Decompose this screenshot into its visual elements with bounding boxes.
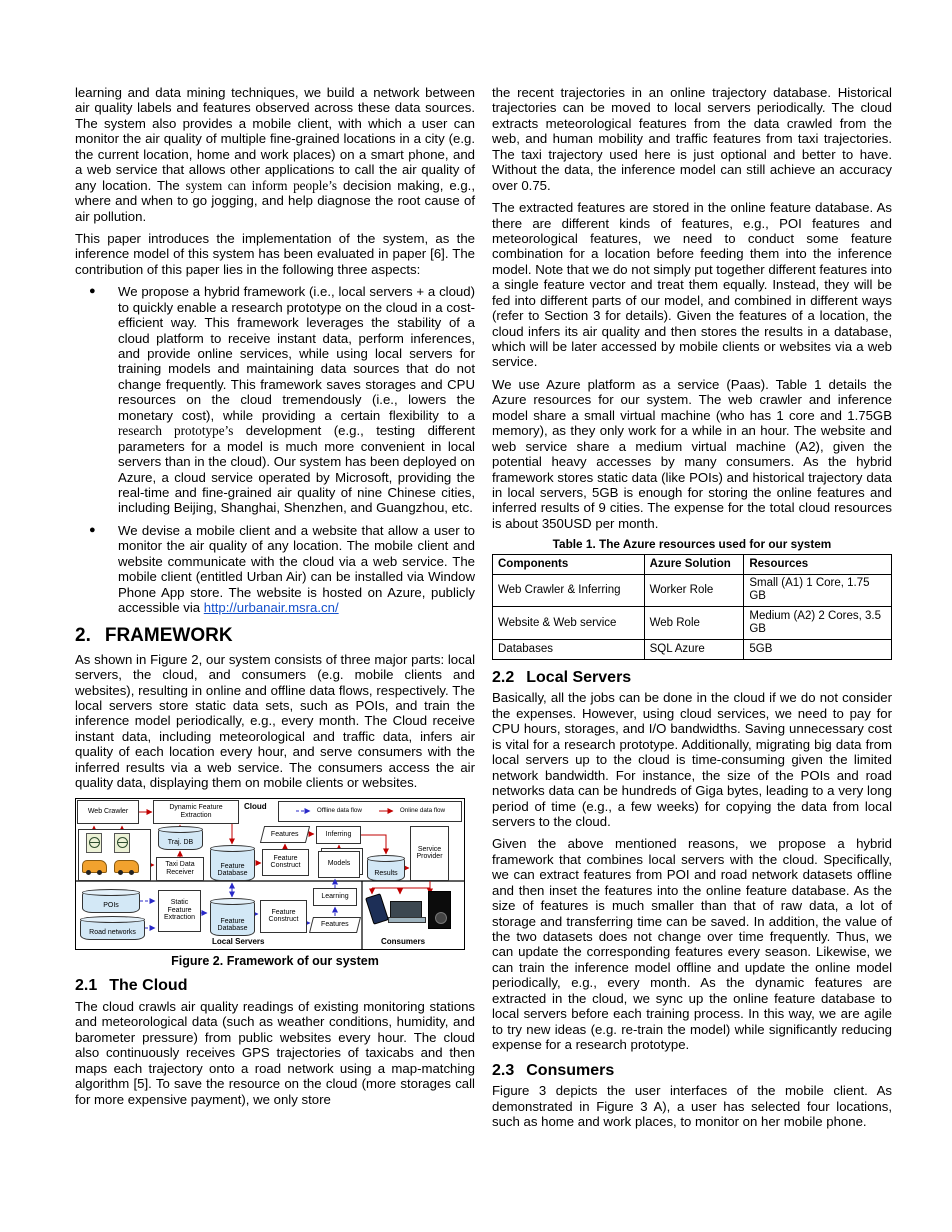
node-features-local: Features — [309, 917, 361, 933]
cloud-label: Cloud — [244, 801, 267, 811]
column-header: Resources — [744, 555, 892, 574]
section-number: 2.3 — [492, 1061, 515, 1079]
cell-resources: 5GB — [744, 640, 892, 659]
node-features-cloud: Features — [260, 826, 310, 843]
cell-resources: Medium (A2) 2 Cores, 3.5 GB — [744, 607, 892, 640]
figure-legend — [278, 801, 462, 822]
node-feature-database-cloud: Feature Database — [210, 846, 255, 881]
table-row — [493, 574, 892, 607]
column-header: Components — [493, 555, 645, 574]
node-inferring: Inferring — [316, 826, 361, 844]
phone-icon — [365, 893, 389, 925]
node-web-crawler: Web Crawler — [77, 800, 139, 824]
cell-component: Website & Web service — [493, 607, 645, 640]
section-number: 2.2 — [492, 668, 515, 686]
table-header-row — [493, 555, 892, 574]
globe-icon — [117, 837, 128, 848]
laptop-icon — [390, 901, 422, 920]
node-dynamic-feature-extraction: Dynamic Feature Extraction — [153, 800, 239, 824]
paragraph: As shown in Figure 2, our system consists of three major parts: local servers, the cloud, and consumers (e.g. mobile clients and websites), resulting in online and offline data flows, respectively. The local servers store static data sets, such as POIs, and train the inference model periodically, e.g., every month. The Cloud receive instant data, including meteorological and traffic data, infers air quality of each location every hour, and serve consumers with the inferred results via a web service. The consumers access the air quality data, displaying them on mobile clients or websites. — [75, 651, 475, 791]
body-text: We devise a mobile client and a website that allow a user to monitor the air quality of any location. The mobile client and website communicate with the cloud via a web service. The mobile client (entitled Urban Air) can be installed via Window Phone App store. The website is hosted on Azure, publicly accessible via — [118, 522, 475, 615]
azure-resources-table — [492, 554, 892, 660]
legend-offline — [295, 807, 362, 815]
paragraph: We use Azure platform as a service (Paas). Table 1 details the Azure resources for our system. The web crawler and inference model share a small virtual machine (who has 1 core and 1.75GB memory), as they only work for a while in an hour. The website and web service share a medium virtual machine (A2), given the potential heavy accesses by many consumers. As the hybrid framework stores static data (like POIs) and historical trajectory data in local servers, 5GB is enough for storing the online features and inferred results of 9 cities. The expense for the total cloud resources is about 350USD per month. — [492, 376, 892, 531]
node-road-networks: Road networks — [80, 917, 145, 940]
section-number: 2.1 — [75, 977, 98, 995]
node-results: Results — [367, 856, 405, 881]
offline-arrow-icon — [295, 807, 315, 815]
cell-solution: Worker Role — [644, 574, 744, 607]
body-text: learning and data mining techniques, we build a network between air quality labels and features observed across these data sources. The system also provides a mobile client, with which a user can monitor the air quality of multiple fine-grained locations in a city (e.g. the current location, home and work places) on a smart phone, and a web service that allows other applications to call the air quality of any location. The — [75, 85, 475, 193]
cell-component: Databases — [493, 640, 645, 659]
paragraph: This paper introduces the implementation of the system, as the inference model of this system has been evaluated in paper [6]. The contribution of this paper lies in the following three aspects: — [75, 230, 475, 277]
paragraph: Given the above mentioned reasons, we propose a hybrid framework that combines local servers with the cloud. Specifically, we can extract features from POI and road network datasets offline and then inset the features into the online feature database. As the size of features is much smaller than that of raw data, a lot of storage and transferring time can be saved. In addition, the value of the two datasets does not change over time frequently. Thus, we can update the corresponding features every season. Likewise, we can train the inference model offline and update the online model periodically, e.g., every month. As the dynamic features are extracted in the cloud, we sync up the online feature database to local servers before each training process. In this way, we are agile to try new ideas (e.g. re-train the model) while significantly reducing expense for a research prototype. — [492, 836, 892, 1053]
left-column — [75, 85, 475, 1137]
online-arrow-icon — [378, 807, 398, 815]
paragraph: The cloud crawls air quality readings of existing monitoring stations and meteorological data (such as weather conditions, humidity, and barometer pressure) from public websites every hour. The cloud also continuously receives GPS trajectories of taxicabs and then maps each trajectory onto a road network using a map-matching algorithm [5]. To save the resource on the cloud (more storages call for more expensive payment), we only store — [75, 998, 475, 1107]
node-feature-construct-local: Feature Construct — [260, 900, 307, 933]
section-title: Local Servers — [526, 668, 632, 686]
column-header: Azure Solution — [644, 555, 744, 574]
webpage-document-icon — [86, 833, 102, 853]
section-heading-framework — [75, 625, 475, 647]
bullet-item — [75, 523, 475, 616]
bullet-item — [75, 284, 475, 516]
body-text-serif: research prototype’s — [118, 423, 234, 439]
figure-caption: Figure 2. Framework of our system — [171, 953, 379, 968]
urbanair-link[interactable]: http://urbanair.msra.cn/ — [203, 600, 339, 615]
body-text: development (e.g., testing different parameters for a model is much more convenient in local servers than in the cloud). Our system has been deployed on Azure, a cloud service operated by Microsoft, providing the real-time and fine-grained air quality of nine Chinese cities, including Beijing, Shanghai, Shenzhen, and Guangzhou, etc. — [118, 423, 475, 516]
local-servers-label: Local Servers — [212, 936, 265, 946]
node-feature-construct-cloud: Feature Construct — [262, 849, 309, 876]
framework-diagram — [75, 798, 465, 950]
paragraph — [75, 85, 475, 224]
section-heading-the-cloud — [75, 977, 475, 996]
node-feature-database-local: Feature Database — [210, 899, 255, 936]
figure-2 — [75, 798, 475, 969]
cell-resources: Small (A1) 1 Core, 1.75 GB — [744, 574, 892, 607]
node-pois: POIs — [82, 890, 140, 913]
node-static-feature-extraction: Static Feature Extraction — [158, 890, 201, 932]
paragraph: The extracted features are stored in the online feature database. As there are different kinds of features, e.g., POI features and meteorological features, we need to conduct some feature combination for a location before feeding them into the inference model. Note that we do not simply put together different features into a single feature vector and treat them equally. Instead, they will be fed into different parts of our model, and combined in different ways (refer to Section 3 for details). Given the features of a location, the cloud infers its air quality and then stores the results in a database, which will be later accessed by mobile clients or websites via a web service. — [492, 200, 893, 370]
node-learning: Learning — [313, 888, 357, 906]
legend-online-label: Online data flow — [399, 806, 446, 814]
webpage-document-icon — [114, 833, 130, 853]
legend-offline-label: Offline data flow — [316, 806, 362, 814]
section-title: The Cloud — [109, 977, 188, 995]
cell-solution: Web Role — [644, 607, 744, 640]
node-traj-db: Traj. DB — [158, 827, 203, 850]
desktop-tower-icon — [428, 891, 451, 929]
section-number: 2. — [75, 625, 91, 647]
section-heading-local-servers — [492, 669, 892, 688]
table-row — [493, 607, 892, 640]
cell-component: Web Crawler & Inferring — [493, 574, 645, 607]
taxi-icon — [82, 860, 107, 873]
body-text: We propose a hybrid framework (i.e., local servers + a cloud) to quickly enable a research prototype on the cloud in a cost-efficient way. This framework leverages the stability of a cloud platform to receive instant data, perform inferences, and provide online services, while using local servers for training models and maintaining data sources that do not change frequently. This framework saves storages and CPU resources on the cloud tremendously (i.e., lowers the monetary cost), while providing a certain flexibility to a — [118, 284, 475, 423]
legend-online — [378, 807, 445, 815]
paragraph: Figure 3 depicts the user interfaces of the mobile client. As demonstrated in Figure 3 A), a user has selected four locations, such as home and work places, to monitor on her mobile phone. — [492, 1083, 892, 1130]
taxi-icon — [114, 860, 139, 873]
right-column — [492, 85, 892, 1137]
table-caption: Table 1. The Azure resources used for our system — [552, 537, 832, 552]
body-text-serif: system can inform people’s — [185, 177, 338, 193]
section-title: FRAMEWORK — [104, 625, 233, 647]
node-service-provider: Service Provider — [410, 826, 449, 881]
body-text: decision making, e.g., where and when to go jogging, and help diagnose the root cause of air pollution. — [75, 177, 475, 224]
cell-solution: SQL Azure — [644, 640, 744, 659]
paragraph: the recent trajectories in an online trajectory database. Historical trajectories can be moved to local servers periodically. The cloud extracts meteorological features from the data crawled from the web, and human mobility and traffic features from taxi trajectories. The taxi trajectory used here is just optional and better to have. Without the data, the inference model can still achieve an accuracy over 0.75. — [492, 85, 892, 193]
globe-icon — [89, 837, 100, 848]
paragraph: Basically, all the jobs can be done in the cloud if we do not consider the expenses. However, using cloud services, we need to pay for CPU hours, storages, and I/O bandwidths. Saving unnecessary cost is vital for a research prototype. Additionally, migrating big data from local servers up to the cloud is time-consuming given the limited network bandwidth. For instance, the size of the POIs and road networks data can be hundreds of Giga bytes, leading to a very long period of time (e.g., a few weeks) for copying the data from local servers to the cloud. — [492, 690, 892, 829]
table-row — [493, 640, 892, 659]
consumers-label: Consumers — [381, 936, 426, 946]
node-models: Models — [318, 851, 360, 878]
node-taxi-data-receiver: Taxi Data Receiver — [156, 857, 204, 881]
section-title: Consumers — [526, 1061, 615, 1079]
section-heading-consumers — [492, 1062, 892, 1081]
